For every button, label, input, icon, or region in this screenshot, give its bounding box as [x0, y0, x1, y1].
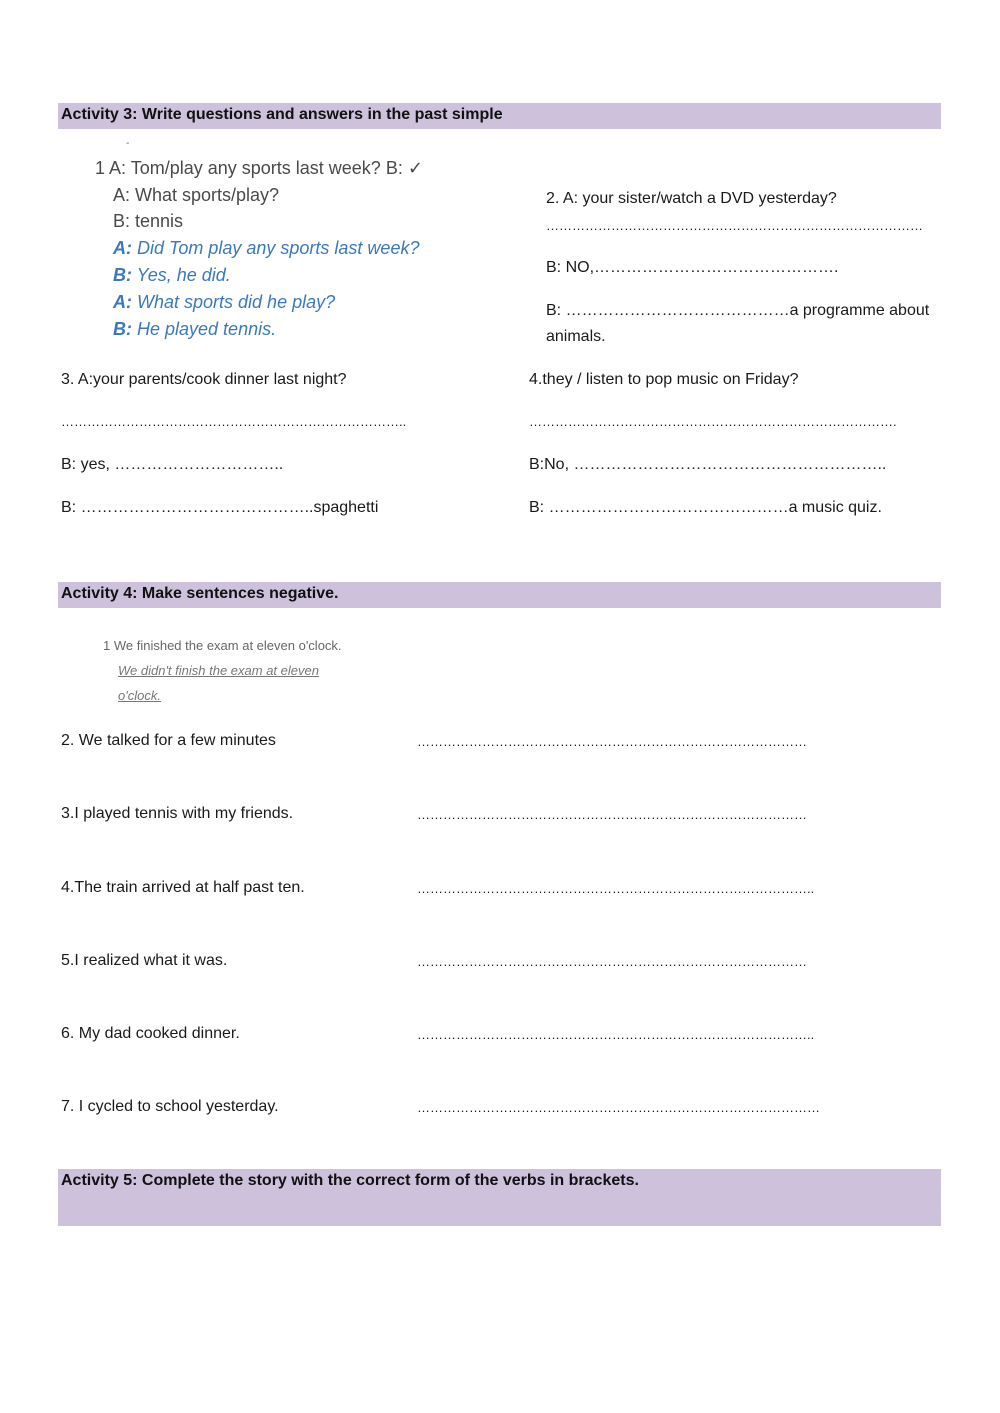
activity-4-title: Activity 4: Make sentences negative.	[61, 585, 339, 602]
activity-3-title: Activity 3: Write questions and answers in the past simple	[61, 106, 503, 123]
q4-b2[interactable]: B: ………………………………………a music quiz.	[529, 499, 882, 516]
item-5-blank[interactable]: ………………………………………………………………………………	[417, 954, 807, 969]
activity-4-header	[58, 582, 941, 608]
item-6-sentence: 6. My dad cooked dinner.	[61, 1025, 240, 1042]
q2-prompt: 2. A: your sister/watch a DVD yesterday?	[546, 190, 837, 207]
item-4-sentence: 4.The train arrived at half past ten.	[61, 879, 305, 896]
q3-b2[interactable]: B: ……………………………………..spaghetti	[61, 499, 379, 516]
item-3-sentence: 3.I played tennis with my friends.	[61, 805, 294, 822]
example-dash: -	[126, 138, 130, 149]
activity-5-title: Activity 5: Complete the story with the correct form of the verbs in brackets.	[61, 1172, 639, 1189]
item-2-blank[interactable]: ………………………………………………………………………………	[417, 734, 807, 749]
example-line-3: B: tennis	[113, 211, 184, 231]
activity-4-example-line-1: 1 We finished the exam at eleven o'clock.	[103, 638, 342, 653]
item-4-blank[interactable]: ………………………………………………………………………………..	[417, 881, 815, 896]
activity-4-example-line-3: o'clock.	[118, 688, 161, 703]
example-line-2: A: What sports/play?	[113, 185, 280, 205]
example-answer-4: B: He played tennis.	[113, 319, 277, 339]
activity-4-example-line-2: We didn't finish the exam at eleven	[118, 663, 319, 678]
q2-b1[interactable]: B: NO,……………………………………….	[546, 259, 839, 276]
q4-b1[interactable]: B:No, …………………………………………………..	[529, 456, 887, 473]
q2-answer-blank[interactable]: ……………………………………………………………………………	[546, 218, 923, 233]
item-7-sentence: 7. I cycled to school yesterday.	[61, 1098, 279, 1115]
q2-b2-continued: animals.	[546, 328, 606, 345]
item-5-sentence: 5.I realized what it was.	[61, 952, 228, 969]
q3-b1[interactable]: B: yes, …………………………..	[61, 456, 284, 473]
example-answer-2: B: Yes, he did.	[113, 265, 231, 285]
activity-3-header	[58, 103, 941, 129]
example-answer-3: A: What sports did he play?	[113, 292, 336, 312]
item-2-sentence: 2. We talked for a few minutes	[61, 732, 276, 749]
q4-prompt: 4.they / listen to pop music on Friday?	[529, 371, 799, 388]
q2-b2[interactable]: B: ……………………………………a programme about	[546, 302, 930, 319]
item-7-blank[interactable]: …………………………………………………………………………………	[417, 1100, 820, 1115]
example-line-1: 1 A: Tom/play any sports last week? B: ✓	[95, 158, 423, 178]
q3-prompt: 3. A:your parents/cook dinner last night?	[61, 371, 347, 388]
item-3-blank[interactable]: ………………………………………………………………………………	[417, 807, 807, 822]
q4-answer-blank[interactable]: ………………………………………………………………………….	[529, 414, 897, 429]
q3-answer-blank[interactable]: ……………………………………………………………………..	[61, 414, 407, 429]
activity-5-header	[58, 1169, 941, 1226]
example-answer-1: A: Did Tom play any sports last week?	[113, 238, 420, 258]
item-6-blank[interactable]: ………………………………………………………………………………..	[417, 1027, 815, 1042]
